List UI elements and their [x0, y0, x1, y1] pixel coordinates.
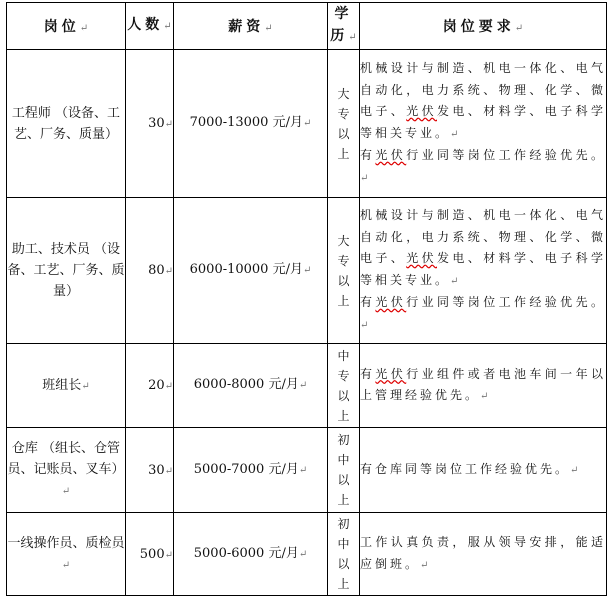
header-education: 学历↵ [328, 3, 360, 50]
table-row [7, 198, 607, 344]
table-row [7, 428, 607, 513]
requirement-text: 有仓库同等岗位工作经验优先。↵ [360, 461, 579, 476]
cell-count: 80↵ [126, 198, 174, 344]
requirement-text: 有光伏行业同等岗位工作经验优先。↵ [360, 148, 606, 184]
cell-requirements [360, 50, 607, 198]
cell-count: 500↵ [126, 513, 174, 596]
cell-salary: 5000-6000 元/月↵ [174, 513, 328, 596]
header-count: 人数↵ [126, 3, 174, 50]
cell-requirements [360, 428, 607, 513]
cell-salary: 5000-7000 元/月↵ [174, 428, 328, 513]
cell-education: 初 中 以 上 [328, 513, 360, 596]
cell-education: 大 专 以 上 [328, 50, 360, 198]
cell-position: 助工、技术员 （设备、工艺、厂务、质量） [7, 198, 126, 344]
cell-position: 一线操作员、质检员↵ [7, 513, 126, 596]
cell-salary: 6000-10000 元/月↵ [174, 198, 328, 344]
cell-position: 仓库 （组长、仓管员、记账员、叉车）↵ [7, 428, 126, 513]
requirement-text: 有光伏行业同等岗位工作经验优先。↵ [360, 295, 606, 331]
cell-position: 班组长↵ [7, 344, 126, 428]
cell-count: 30↵ [126, 50, 174, 198]
recruitment-table [6, 2, 607, 596]
cell-education: 中 专 以 上 [328, 344, 360, 428]
header-position: 岗位↵ [7, 3, 126, 50]
requirement-text: 机械设计与制造、机电一体化、电气自动化，电力系统、物理、化学、微电子、光伏发电、材料学、电子科学等相关专业。↵ [360, 208, 606, 287]
table-row [7, 513, 607, 596]
table-row [7, 50, 607, 198]
cell-count: 20↵ [126, 344, 174, 428]
header-row [7, 3, 607, 50]
header-requirements: 岗位要求↵ [360, 3, 607, 50]
cell-education: 大 专 以 上 [328, 198, 360, 344]
cell-salary: 7000-13000 元/月↵ [174, 50, 328, 198]
cell-salary: 6000-8000 元/月↵ [174, 344, 328, 428]
cell-requirements [360, 513, 607, 596]
requirement-text: 机械设计与制造、机电一体化、电气自动化，电力系统、物理、化学、微电子、光伏发电、材料学、电子科学等相关专业。↵ [360, 61, 606, 140]
cell-education: 初 中 以 上 [328, 428, 360, 513]
requirement-text: 工作认真负责，服从领导安排，能适应倒班。↵ [360, 535, 606, 571]
requirement-text: 有光伏行业组件或者电池车间一年以上管理经验优先。↵ [360, 366, 606, 402]
cell-requirements [360, 344, 607, 428]
header-salary: 薪资↵ [174, 3, 328, 50]
cell-count: 30↵ [126, 428, 174, 513]
table-row [7, 344, 607, 428]
cell-position: 工程师 （设备、工艺、厂务、质量） [7, 50, 126, 198]
cell-requirements [360, 198, 607, 344]
